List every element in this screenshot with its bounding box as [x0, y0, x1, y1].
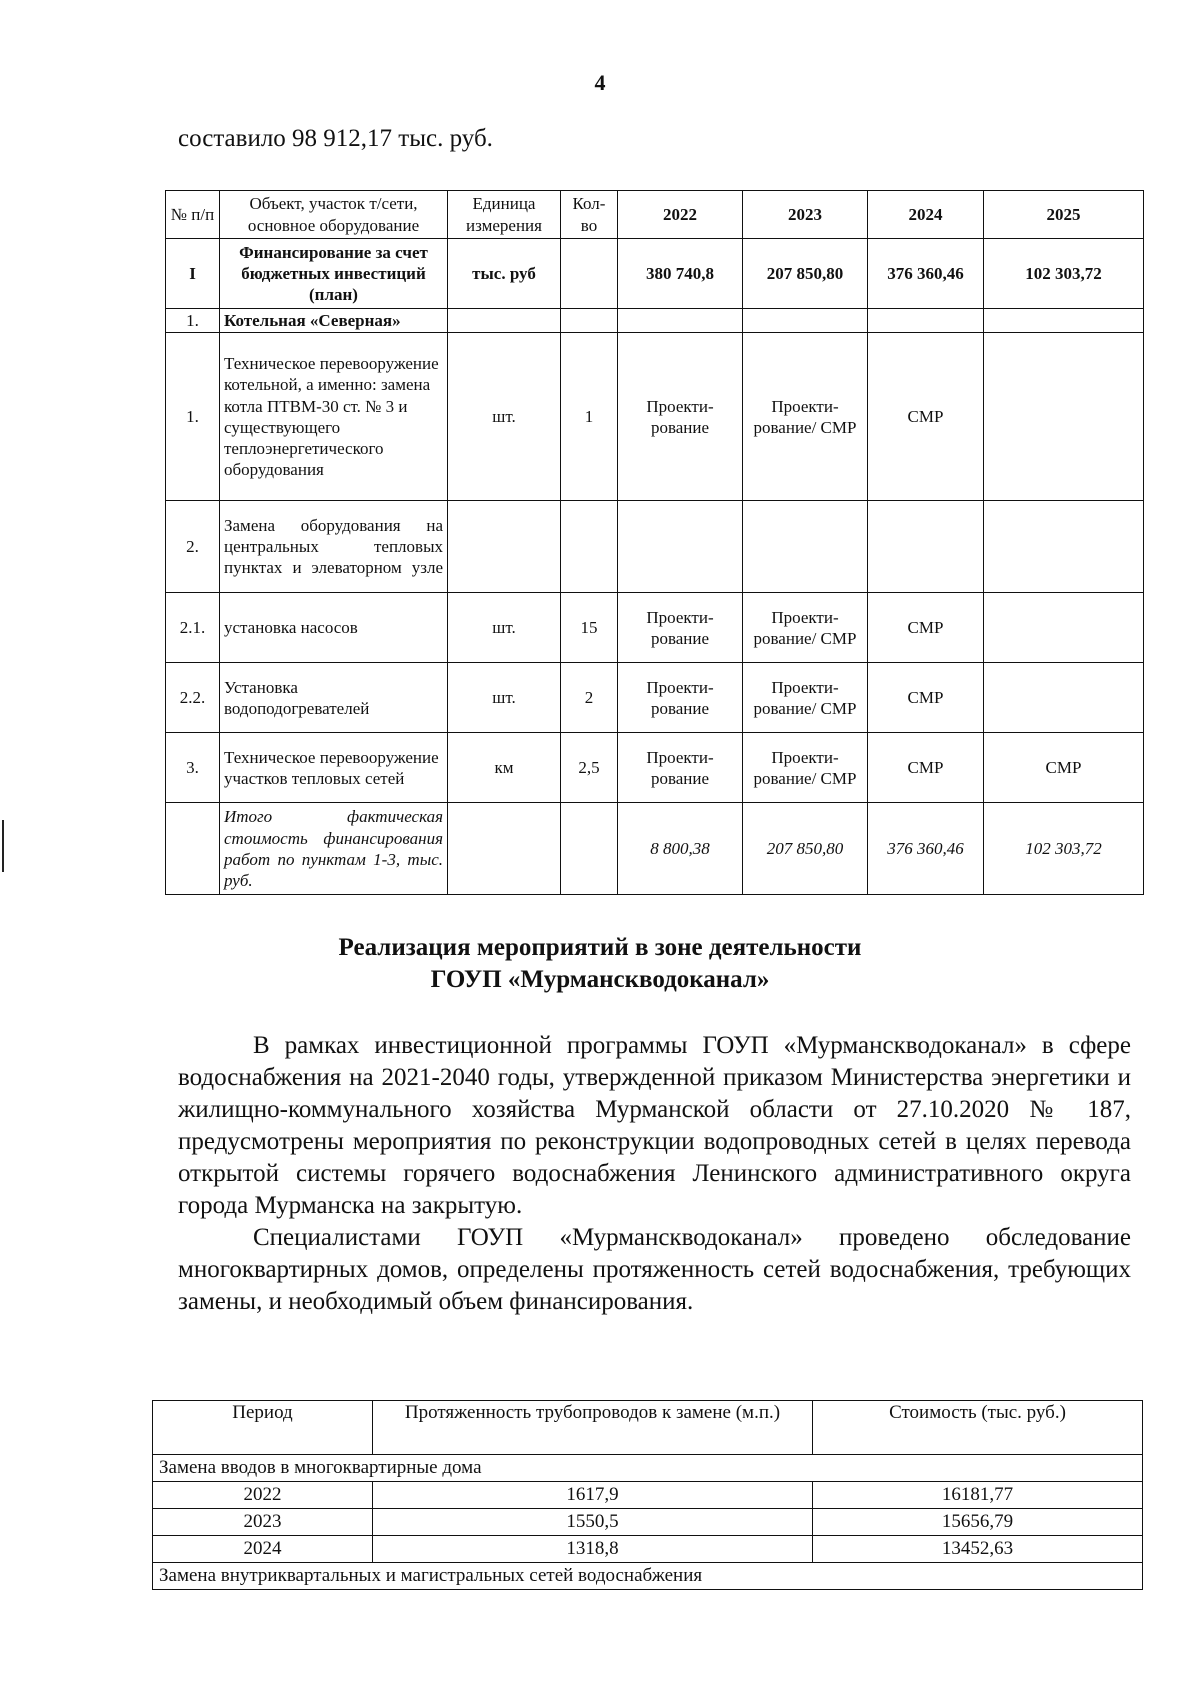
cell-2022: Проекти-рование	[618, 593, 743, 663]
empty-cell	[166, 803, 220, 895]
cell-cost: 15656,79	[813, 1509, 1143, 1536]
cell-2024: СМР	[868, 663, 984, 733]
total-row	[166, 803, 1144, 895]
header-2023: 2023	[743, 191, 868, 239]
cell-num: 1.	[166, 309, 220, 333]
header-qty: Кол-во	[561, 191, 618, 239]
cell-name: Техническое перевооружение участков тепловых сетей	[220, 733, 448, 803]
cell-2025: 102 303,72	[984, 803, 1144, 895]
cell-2025	[984, 593, 1144, 663]
table-row	[166, 593, 1144, 663]
section-label: Замена внутриквартальных и магистральных сетей водоснабжения	[153, 1563, 1143, 1590]
cell-2023: Проекти-рование/ СМР	[743, 593, 868, 663]
cell-2024: СМР	[868, 593, 984, 663]
cell-2025	[984, 663, 1144, 733]
cell-unit: шт.	[448, 333, 561, 501]
header-object: Объект, участок т/сети, основное оборудование	[220, 191, 448, 239]
cell-period: 2022	[153, 1482, 373, 1509]
table-header-row	[166, 191, 1144, 239]
empty-cell	[448, 501, 561, 593]
cell-2023: 207 850,80	[743, 239, 868, 309]
cell-2024: 376 360,46	[868, 803, 984, 895]
cell-num: 2.2.	[166, 663, 220, 733]
cell-2024: 376 360,46	[868, 239, 984, 309]
cell-2022: Проекти-рование	[618, 733, 743, 803]
cell-name: Котельная «Северная»	[220, 309, 448, 333]
empty-cell	[868, 501, 984, 593]
cell-2022: 380 740,8	[618, 239, 743, 309]
cell-2024: СМР	[868, 733, 984, 803]
cell-2022: 8 800,38	[618, 803, 743, 895]
section-row	[166, 309, 1144, 333]
investment-table	[165, 190, 1144, 895]
cell-period: 2024	[153, 1536, 373, 1563]
funding-row	[166, 239, 1144, 309]
cell-name: Финансирование за счет бюджетных инвестиций (план)	[220, 239, 448, 309]
pipeline-table	[152, 1400, 1143, 1590]
cell-length: 1617,9	[373, 1482, 813, 1509]
section-row	[153, 1455, 1143, 1482]
header-2024: 2024	[868, 191, 984, 239]
empty-cell	[984, 309, 1144, 333]
empty-cell	[618, 501, 743, 593]
cell-cost: 13452,63	[813, 1536, 1143, 1563]
empty-cell	[743, 309, 868, 333]
table-row	[166, 663, 1144, 733]
cell-qty	[561, 239, 618, 309]
body-paragraphs	[178, 1030, 1131, 1318]
empty-cell	[561, 309, 618, 333]
cell-unit: тыс. руб	[448, 239, 561, 309]
header-unit: Единица измерения	[448, 191, 561, 239]
paragraph-1: В рамках инвестиционной программы ГОУП «Мурманскводоканал» в сфере водоснабжения на 2021-2040 годы, утвержденной приказом Министерства энергетики и жилищно-коммунального хозяйства Мурманской области от 27.10.2020 № 187, предусмотрены мероприятия по реконструкции водопроводных сетей в целях перевода открытой системы горячего водоснабжения Ленинского административного округа города Мурманска на закрытую.	[178, 1032, 1131, 1219]
table-row	[153, 1482, 1143, 1509]
table-row	[166, 733, 1144, 803]
cell-num: 1.	[166, 333, 220, 501]
scan-margin-mark	[2, 820, 4, 872]
cell-name: установка насосов	[220, 593, 448, 663]
cell-2022: Проекти-рование	[618, 663, 743, 733]
cell-2025: 102 303,72	[984, 239, 1144, 309]
page-number: 4	[594, 70, 606, 95]
cell-qty: 2	[561, 663, 618, 733]
cell-2023: Проекти-рование/ СМР	[743, 333, 868, 501]
cell-name: Замена оборудования на центральных тепловых пунктах и элеваторном узле	[220, 501, 448, 593]
cell-num: I	[166, 239, 220, 309]
cell-name: Установка водоподогревателей	[220, 663, 448, 733]
cell-2022: Проекти-рование	[618, 333, 743, 501]
cell-2025: СМР	[984, 733, 1144, 803]
cell-length: 1318,8	[373, 1536, 813, 1563]
header-2022: 2022	[618, 191, 743, 239]
cell-2025	[984, 333, 1144, 501]
table-header-row	[153, 1401, 1143, 1455]
header-period: Период	[153, 1401, 373, 1455]
cell-2023: 207 850,80	[743, 803, 868, 895]
table-row	[166, 333, 1144, 501]
empty-cell	[868, 309, 984, 333]
empty-cell	[448, 309, 561, 333]
empty-cell	[561, 501, 618, 593]
cell-unit: км	[448, 733, 561, 803]
cell-num: 3.	[166, 733, 220, 803]
cell-qty: 2,5	[561, 733, 618, 803]
empty-cell	[561, 803, 618, 895]
section-heading-line2: ГОУП «Мурманскводоканал»	[430, 966, 770, 993]
table-row	[153, 1509, 1143, 1536]
header-cost: Стоимость (тыс. руб.)	[813, 1401, 1143, 1455]
cell-num: 2.	[166, 501, 220, 593]
cell-unit: шт.	[448, 593, 561, 663]
cell-unit: шт.	[448, 663, 561, 733]
header-2025: 2025	[984, 191, 1144, 239]
section-label: Замена вводов в многоквартирные дома	[153, 1455, 1143, 1482]
cell-2023: Проекти-рование/ СМР	[743, 663, 868, 733]
header-num: № п/п	[166, 191, 220, 239]
cell-qty: 15	[561, 593, 618, 663]
empty-cell	[743, 501, 868, 593]
empty-cell	[618, 309, 743, 333]
cell-2023: Проекти-рование/ СМР	[743, 733, 868, 803]
cell-qty: 1	[561, 333, 618, 501]
cell-name: Итого фактическая стоимость финансирования работ по пунктам 1-3, тыс. руб.	[220, 803, 448, 895]
cell-2024: СМР	[868, 333, 984, 501]
cell-num: 2.1.	[166, 593, 220, 663]
section-row	[153, 1563, 1143, 1590]
cell-period: 2023	[153, 1509, 373, 1536]
header-length: Протяженность трубопроводов к замене (м.п.)	[373, 1401, 813, 1455]
paragraph-2: Специалистами ГОУП «Мурманскводоканал» проведено обследование многоквартирных домов, определены протяженность сетей водоснабжения, требующих замены, и необходимый объем финансирования.	[178, 1224, 1131, 1315]
empty-cell	[984, 501, 1144, 593]
table-row	[166, 501, 1144, 593]
cell-length: 1550,5	[373, 1509, 813, 1536]
cell-cost: 16181,77	[813, 1482, 1143, 1509]
empty-cell	[448, 803, 561, 895]
cell-name: Техническое перевооружение котельной, а именно: замена котла ПТВМ-30 ст. № 3 и существующего теплоэнергетического оборудования	[220, 333, 448, 501]
table-row	[153, 1536, 1143, 1563]
lead-text: составило 98 912,17 тыс. руб.	[178, 125, 493, 152]
section-heading-line1: Реализация мероприятий в зоне деятельности	[338, 934, 862, 961]
